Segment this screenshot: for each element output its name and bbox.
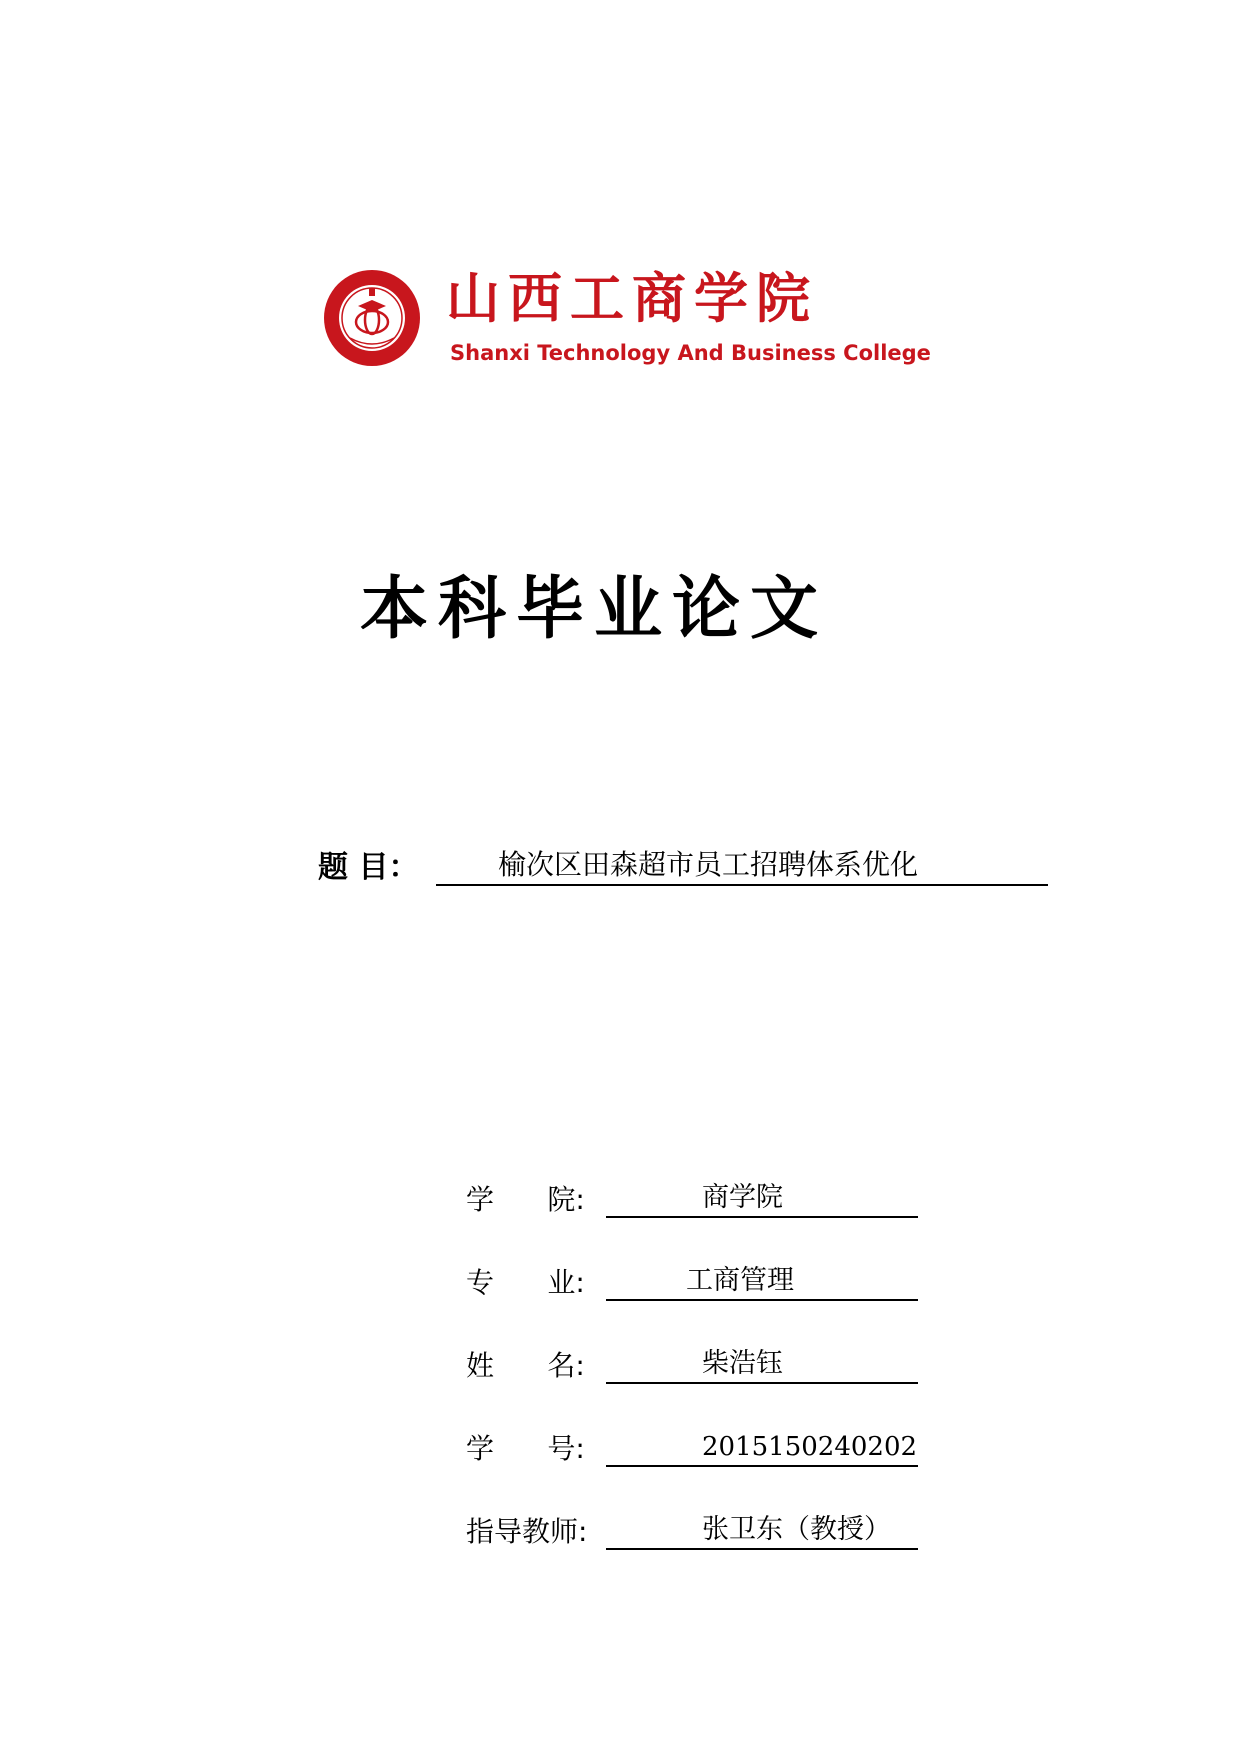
topic-row (318, 846, 1048, 890)
college-name-chinese: 山西工商学院 (446, 266, 818, 330)
college-seal-icon (322, 268, 422, 368)
info-row-name (466, 1346, 926, 1386)
name-value: 柴浩钰 (606, 1346, 918, 1384)
info-row-advisor (466, 1512, 926, 1552)
college-value: 商学院 (606, 1180, 918, 1218)
topic-label: 题 目： (318, 850, 419, 885)
advisor-label: 指导教师: (466, 1515, 588, 1548)
advisor-value: 张卫东（教授） (606, 1512, 918, 1550)
college-logo (322, 266, 931, 374)
info-row-college (466, 1180, 926, 1220)
major-value: 工商管理 (606, 1263, 918, 1301)
student-id-label: 学 号: (466, 1432, 585, 1465)
name-label: 姓 名: (466, 1349, 585, 1382)
college-label: 学 院: (466, 1183, 585, 1216)
college-name-english: Shanxi Technology And Business College (450, 341, 931, 365)
document-title: 本科毕业论文 (360, 570, 829, 649)
student-id-value: 2015150240202 (606, 1429, 918, 1467)
info-row-student-id (466, 1429, 926, 1469)
topic-value: 榆次区田森超市员工招聘体系优化 (436, 846, 1048, 886)
info-row-major (466, 1263, 926, 1303)
major-label: 专 业: (466, 1266, 585, 1299)
